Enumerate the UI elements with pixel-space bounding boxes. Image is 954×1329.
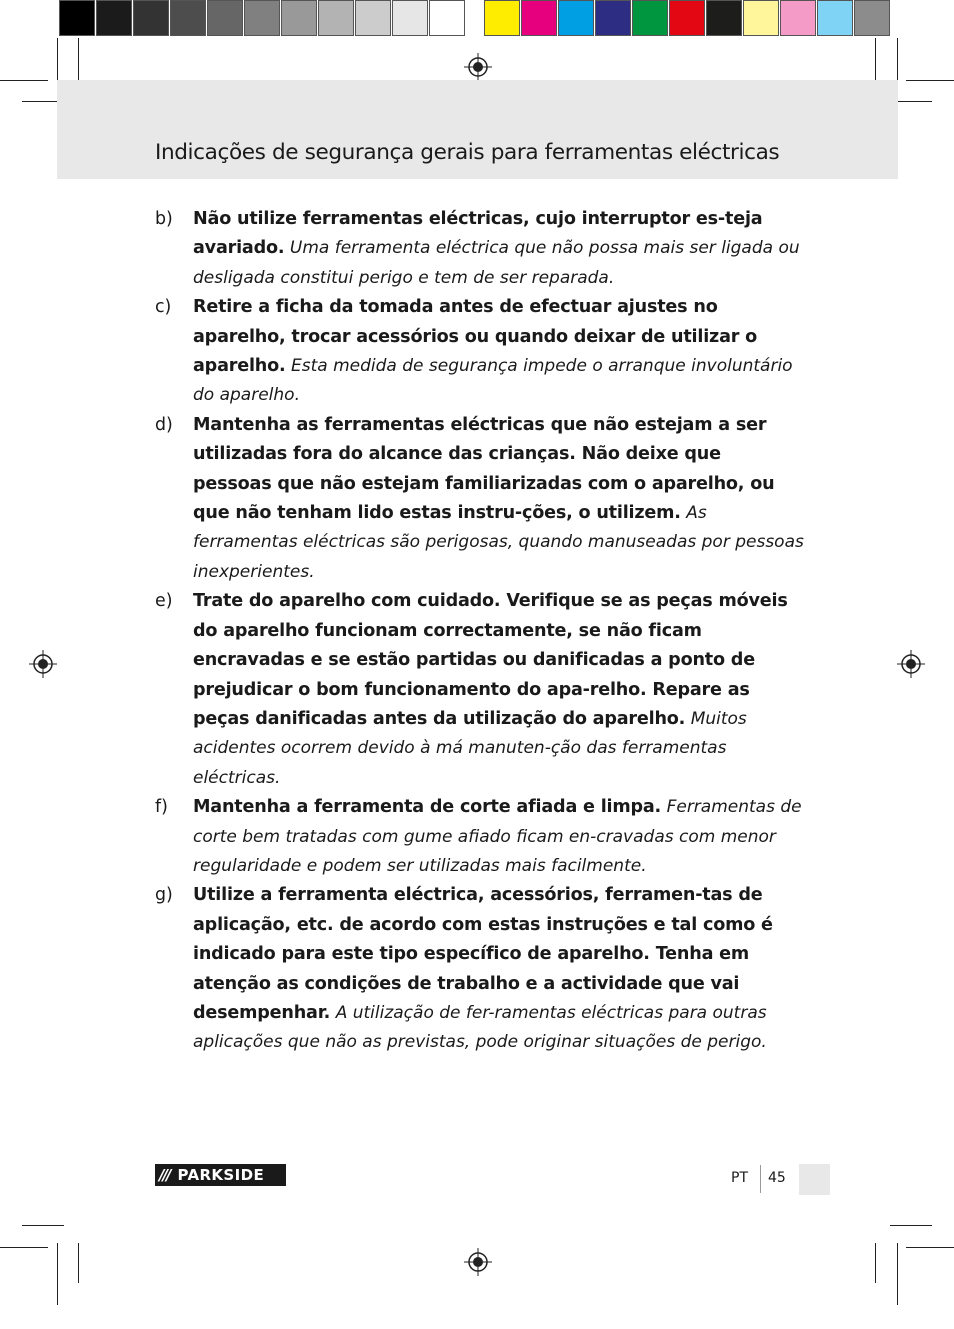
list-item [155, 293, 805, 411]
crop-mark [57, 38, 58, 86]
color-swatch [558, 0, 594, 36]
crop-mark [875, 38, 876, 86]
footer-divider [760, 1165, 761, 1193]
color-swatch [817, 0, 853, 36]
crop-mark [906, 80, 954, 81]
color-bar [484, 0, 891, 38]
crop-mark [890, 1225, 932, 1226]
language-code: PT [731, 1170, 748, 1186]
logo-slashes: /// [159, 1166, 170, 1184]
crop-mark [906, 1247, 954, 1248]
item-letter: g) [155, 885, 173, 906]
crop-mark [897, 1243, 898, 1305]
gray-swatch [392, 0, 428, 36]
crop-mark [57, 1243, 58, 1305]
gray-swatch [244, 0, 280, 36]
gray-swatch [318, 0, 354, 36]
registration-mark-icon [463, 52, 493, 82]
color-swatch [521, 0, 557, 36]
gray-swatch [170, 0, 206, 36]
item-letter: b) [155, 209, 173, 229]
item-instruction: Mantenha as ferramentas eléctricas que não estejam a ser utilizadas fora do alcance das crianças. Não deixe que pessoas que não estejam familiarizadas com o aparelho, ou que não tenham lido estas instru-ções, o utilizem. [193, 414, 775, 524]
gray-scale-bar [59, 0, 466, 38]
color-swatch [595, 0, 631, 36]
crop-mark [22, 1225, 64, 1226]
gray-swatch [281, 0, 317, 36]
crop-mark [78, 38, 79, 86]
page-number: 45 [768, 1170, 786, 1186]
page-title: Indicações de segurança gerais para ferramentas eléctricas [155, 140, 780, 165]
item-explanation: A utilização de fer-ramentas eléctricas para outras aplicações que não as previstas, pode originar situações de perigo. [193, 1002, 767, 1053]
item-explanation: Ferramentas de corte bem tratadas com gume afiado ficam en-cravadas com menor regularidade e podem ser utilizadas mais facilmente. [193, 797, 802, 876]
color-swatch [854, 0, 890, 36]
color-swatch [743, 0, 779, 36]
gray-swatch [355, 0, 391, 36]
crop-mark [0, 80, 48, 81]
item-letter: f) [155, 797, 168, 818]
item-instruction: Trate do aparelho com cuidado. Verifique se as peças móveis do aparelho funcionam correctamente, se não ficam encravadas e se estão partidas ou danificadas a ponto de prejudicar o bom funcionamento do apa-relho. Repare as peças danificadas antes da utilização do aparelho. [193, 591, 788, 729]
item-letter: e) [155, 591, 173, 612]
list-item [155, 411, 805, 587]
list-item [155, 587, 805, 793]
item-instruction: Não utilize ferramentas eléctricas, cujo interruptor es-teja avariado. [193, 209, 763, 259]
gray-swatch [429, 0, 465, 36]
item-letter: d) [155, 414, 173, 435]
color-swatch [484, 0, 520, 36]
gray-swatch [59, 0, 95, 36]
color-swatch [669, 0, 705, 36]
page-tab-box [799, 1164, 830, 1195]
item-instruction: Retire a ficha da tomada antes de efectuar ajustes no aparelho, trocar acessórios ou quando deixar de utilizar o aparelho. [193, 297, 758, 377]
safety-list [155, 205, 805, 1058]
gray-swatch [207, 0, 243, 36]
list-item [155, 205, 805, 293]
crop-mark [875, 1243, 876, 1283]
registration-mark-icon [896, 649, 926, 679]
crop-mark [78, 1243, 79, 1283]
item-explanation: Esta medida de segurança impede o arranque involuntário do aparelho. [193, 356, 793, 406]
parkside-logo [155, 1164, 286, 1186]
gray-swatch [133, 0, 169, 36]
registration-mark-icon [463, 1247, 493, 1277]
registration-mark-icon [28, 649, 58, 679]
crop-mark [897, 38, 898, 86]
item-explanation: Uma ferramenta eléctrica que não possa mais ser ligada ou desligada constitui perigo e tem de ser reparada. [193, 238, 800, 288]
item-instruction: Utilize a ferramenta eléctrica, acessórios, ferramen-tas de aplicação, etc. de acordo com estas instruções e tal como é indicado para este tipo específico de aparelho. Tenha em atenção as condições de trabalho e a actividade que vai desempenhar. [193, 885, 773, 1023]
color-swatch [632, 0, 668, 36]
color-swatch [780, 0, 816, 36]
crop-mark [0, 1247, 48, 1248]
item-explanation: As ferramentas eléctricas são perigosas, quando manuseadas por pessoas inexperientes. [193, 503, 804, 582]
gray-swatch [96, 0, 132, 36]
list-item [155, 793, 805, 881]
logo-brand: PARKSIDE [177, 1166, 265, 1184]
item-instruction: Mantenha a ferramenta de corte afiada e limpa. [193, 797, 662, 818]
list-item [155, 881, 805, 1057]
color-swatch [706, 0, 742, 36]
item-letter: c) [155, 297, 172, 318]
item-explanation: Muitos acidentes ocorrem devido à má manuten-ção das ferramentas eléctricas. [193, 708, 747, 788]
